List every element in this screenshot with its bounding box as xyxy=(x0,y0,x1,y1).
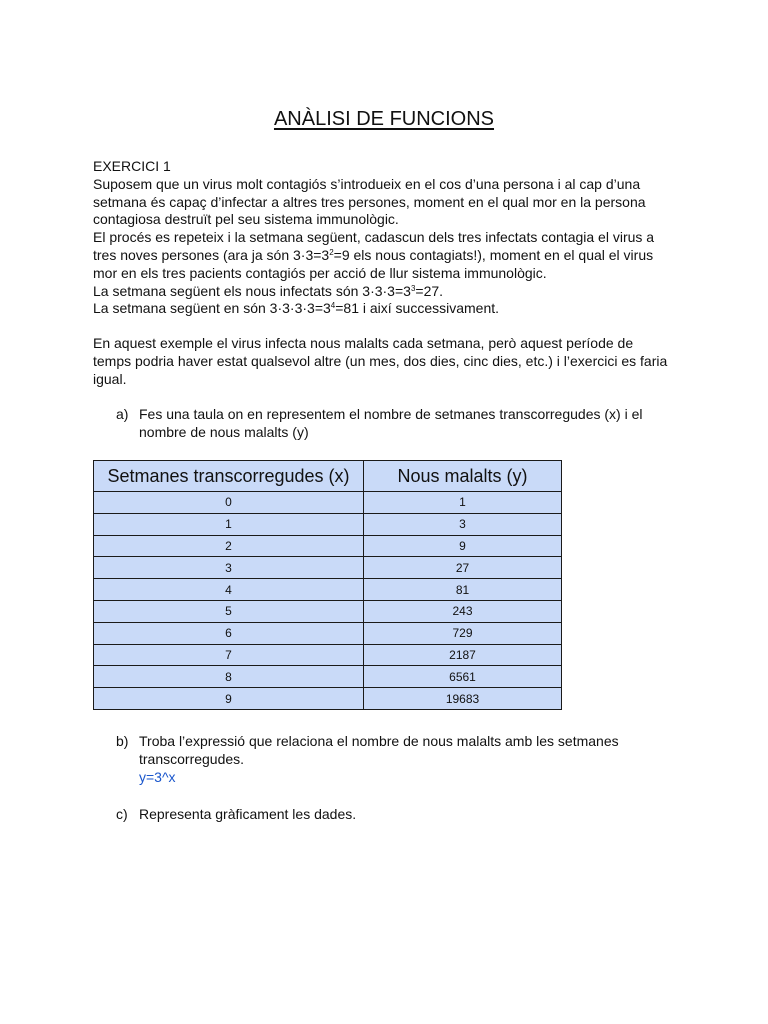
cell-patients: 1 xyxy=(364,492,562,514)
cell-patients: 19683 xyxy=(364,688,562,710)
cell-weeks: 7 xyxy=(94,644,364,666)
exponent: 3 xyxy=(410,283,416,293)
exercise-line xyxy=(93,247,683,265)
table-body xyxy=(94,492,562,710)
exercise-heading: EXERCICI 1 xyxy=(93,158,171,174)
data-table xyxy=(93,460,562,710)
exercise-block xyxy=(93,158,683,318)
line-text: =27. xyxy=(415,282,444,299)
table-row xyxy=(94,644,562,666)
paragraph-2 xyxy=(93,335,683,388)
paragraph-line: En aquest exemple el virus infecta nous malalts cada setmana, però aquest període de xyxy=(93,335,634,351)
item-label: b) xyxy=(116,733,129,749)
item-line: Troba l’expressió que relaciona el nombre de nous malalts amb les setmanes xyxy=(139,733,619,749)
answer-text: y=3^x xyxy=(139,768,176,785)
paragraph-line: temps podria haver estat qualsevol altre (un mes, dos dies, cinc dies, etc.) i l’exercici es faria xyxy=(93,352,668,369)
item-b xyxy=(116,733,676,786)
item-c xyxy=(116,806,676,824)
column-header-weeks: Setmanes transcorregudes (x) xyxy=(94,461,364,492)
cell-weeks: 8 xyxy=(94,666,364,688)
item-label: c) xyxy=(116,806,128,822)
cell-weeks: 9 xyxy=(94,688,364,710)
exercise-line: Suposem que un virus molt contagiós s’introdueix en el cos d’una persona i al cap d’una xyxy=(93,175,641,192)
cell-weeks: 6 xyxy=(94,622,364,644)
item-text xyxy=(139,406,676,442)
item-label: a) xyxy=(116,406,129,422)
exercise-line xyxy=(93,300,683,318)
table-row xyxy=(94,666,562,688)
line-text: La setmana següent els nous infectats són 3·3·3=3 xyxy=(93,282,411,299)
cell-patients: 6561 xyxy=(364,666,562,688)
table-row xyxy=(94,557,562,579)
line-text: tres noves persones (ara ja són 3·3=3 xyxy=(93,246,330,263)
cell-weeks: 1 xyxy=(94,513,364,535)
cell-patients: 3 xyxy=(364,513,562,535)
cell-patients: 81 xyxy=(364,579,562,601)
cell-weeks: 3 xyxy=(94,557,364,579)
exponent: 4 xyxy=(330,301,336,311)
exercise-line: mor en els tres pacients contagiós per acció de llur sistema immunològic. xyxy=(93,264,547,281)
table-row xyxy=(94,513,562,535)
table-row xyxy=(94,688,562,710)
exponent: 2 xyxy=(329,247,334,257)
item-a xyxy=(116,406,676,442)
item-line: nombre de nous malalts (y) xyxy=(139,423,309,440)
exercise-line: El procés es repeteix i la setmana següent, cadascun dels tres infectats contagia el virus a xyxy=(93,229,655,246)
exercise-line: contagiosa destruït pel seu sistema immunològic. xyxy=(93,211,399,228)
exercise-line: setmana és capaç d’infectar a altres tres persones, moment en el qual mor en la persona xyxy=(93,193,646,210)
line-text: =9 els nous contagiats!), moment en el qual el virus xyxy=(333,246,654,263)
cell-weeks: 4 xyxy=(94,579,364,601)
table-row xyxy=(94,600,562,622)
table-header-row xyxy=(94,461,562,492)
table-row xyxy=(94,622,562,644)
exercise-line xyxy=(93,283,683,301)
cell-patients: 729 xyxy=(364,622,562,644)
line-text: La setmana següent en són 3·3·3·3=3 xyxy=(93,300,331,317)
cell-patients: 9 xyxy=(364,535,562,557)
cell-weeks: 5 xyxy=(94,600,364,622)
cell-weeks: 2 xyxy=(94,535,364,557)
cell-weeks: 0 xyxy=(94,492,364,514)
item-line: transcorregudes. xyxy=(139,750,245,767)
line-text: =81 i així successivament. xyxy=(335,300,500,317)
table-row xyxy=(94,492,562,514)
cell-patients: 243 xyxy=(364,600,562,622)
item-line: Fes una taula on en representem el nombre de setmanes transcorregudes (x) i el xyxy=(139,406,643,422)
item-text xyxy=(139,733,676,786)
cell-patients: 2187 xyxy=(364,644,562,666)
paragraph-line: igual. xyxy=(93,370,127,387)
table-row xyxy=(94,535,562,557)
page-title: ANÀLISI DE FUNCIONS xyxy=(273,108,495,130)
cell-patients: 27 xyxy=(364,557,562,579)
column-header-patients: Nous malalts (y) xyxy=(364,461,562,492)
item-text: Representa gràficament les dades. xyxy=(139,806,357,822)
table-row xyxy=(94,579,562,601)
